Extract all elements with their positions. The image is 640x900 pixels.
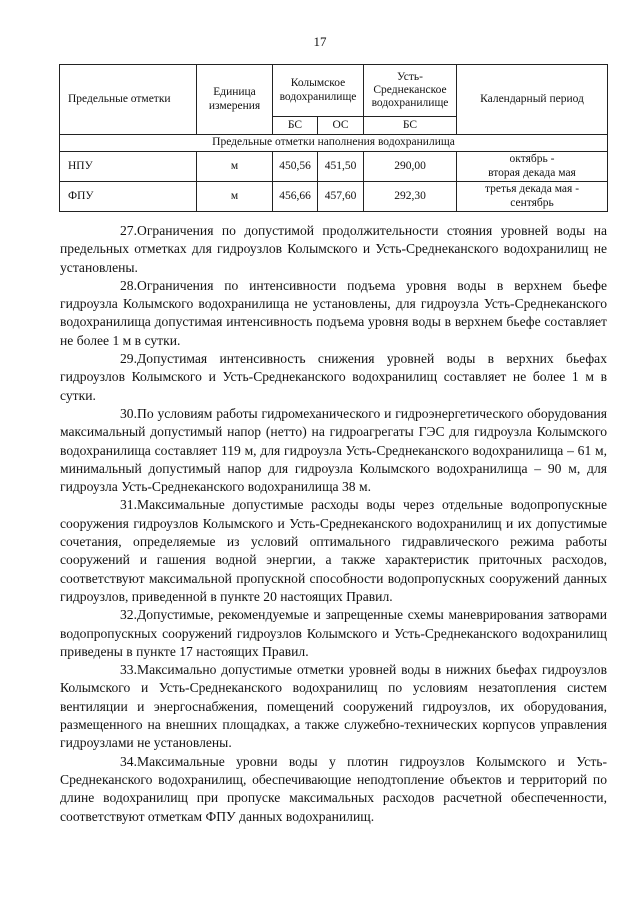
paragraph-27: 27.Ограничения по допустимой продолжительности стояния уровней воды на предельных отметках для гидроузлов Колымского и Усть-Среднеканского водохранилищ не установлены. [60,223,607,275]
row-ust-bs: 292,30 [364,182,457,212]
row-period: третья декада мая - сентябрь [457,182,608,212]
row-unit: м [197,152,273,182]
paragraph-31: 31.Максимальные допустимые расходы воды через отдельные водопропускные сооружения гидроузлов Колымского и Усть-Среднеканского водохранилищ и их допустимые сочетания, определяемые из условий оптимального гидравлического режима работы сооружений и гашения водной энергии, а также характеристик приточных расходов, соответствуют максимальной пропускной способности водопропускных сооружений данных гидроузлов, приведенной в пункте 20 настоящих Правил. [60,497,607,604]
header-unit: Единица измерения [197,65,273,135]
header-kolyma: Колымское водохранилище [273,65,364,117]
paragraph-34: 34.Максимальные уровни воды у плотин гидроузлов Колымского и Усть-Среднеканского водохранилищ, обеспечивающие неподтопление объектов и территорий по длине водохранилищ при пропуске максимальных расходов расчетной обеспеченности, соответствуют отметкам ФПУ данных водохранилищ. [60,753,607,824]
body-text [60,222,607,826]
row-kolyma-os: 451,50 [318,152,364,182]
section-title: Предельные отметки наполнения водохранилища [60,135,608,152]
header-ust-bs: БС [364,117,457,135]
row-unit: м [197,182,273,212]
row-period: октябрь - вторая декада мая [457,152,608,182]
row-mark: НПУ [60,152,197,182]
table-row [60,152,608,182]
header-kolyma-bs: БС [273,117,318,135]
row-kolyma-bs: 456,66 [273,182,318,212]
paragraph-32: 32.Допустимые, рекомендуемые и запрещенные схемы маневрирования затворами водопропускных сооружений гидроузлов Колымского и Усть-Среднеканского водохранилищ приведены в пункте 17 настоящих Правил. [60,607,607,659]
page-number: 17 [313,34,327,49]
row-kolyma-os: 457,60 [318,182,364,212]
table-row [60,182,608,212]
limits-table [59,64,608,212]
row-kolyma-bs: 450,56 [273,152,318,182]
paragraph-30: 30.По условиям работы гидромеханического и гидроэнергетического оборудования максимальный допустимый напор (нетто) на гидроагрегаты ГЭС для гидроузла Колымского водохранилища составляет 119 м, для гидроузла Усть-Среднеканского водохранилища – 61 м, минимальный допустимый напор для гидроузла Колымского водохранилища – 90 м, для гидроузла Усть-Среднеканского водохранилища 38 м. [60,405,607,495]
header-period: Календарный период [457,65,608,135]
row-ust-bs: 290,00 [364,152,457,182]
header-marks: Предельные отметки [60,65,197,135]
paragraph-28: 28.Ограничения по интенсивности подъема уровня воды в верхнем бьефе гидроузла Колымского водохранилища не установлены, для гидроузла Усть-Среднеканского водохранилища допустимая интенсивность подъема уровня воды в верхнем бьефе составляет не более 1 м в сутки. [60,277,607,348]
row-mark: ФПУ [60,182,197,212]
paragraph-33: 33.Максимально допустимые отметки уровней воды в нижних бьефах гидроузлов Колымского и Усть-Среднеканского водохранилищ по условиям незатопления систем вентиляции и энергоснабжения, помещений сооружений гидроузлов, их оборудования, размещенного на внешних площадках, а также служебно-технических корпусов управления гидроузлами не установлены. [60,662,607,751]
header-kolyma-os: ОС [318,117,364,135]
paragraph-29: 29.Допустимая интенсивность снижения уровней воды в верхних бьефах гидроузлов Колымского и Усть-Среднеканского водохранилищ составляет не более 1 м в сутки. [60,351,607,403]
header-ust: Усть-Среднеканское водохранилище [364,65,457,117]
